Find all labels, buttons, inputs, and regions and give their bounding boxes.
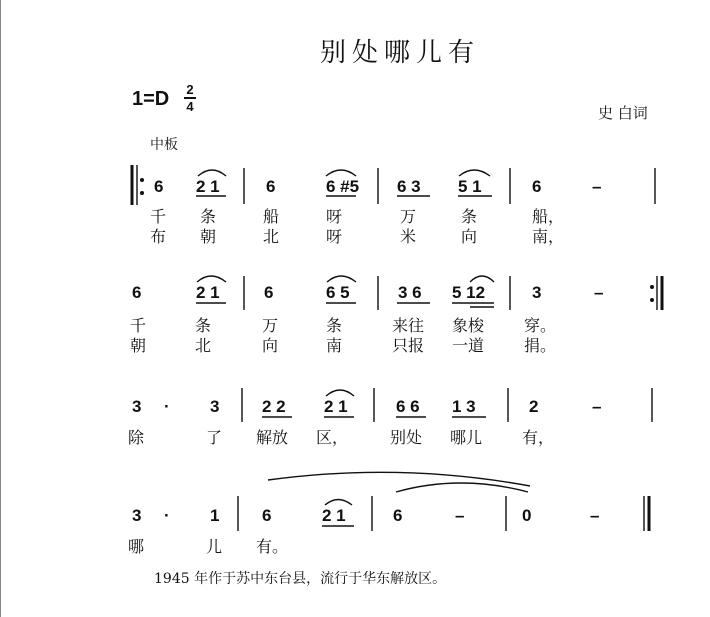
note: 5 1 xyxy=(458,177,482,196)
note: 6 xyxy=(154,177,164,196)
note: · xyxy=(164,506,170,525)
lyric: 条 xyxy=(195,316,212,335)
note: 6 #5 xyxy=(326,177,360,196)
lyric: 千 xyxy=(130,316,147,335)
note: 6 6 xyxy=(396,397,420,416)
note: – xyxy=(592,397,602,416)
lyric: 了 xyxy=(206,428,223,447)
note: 3 xyxy=(210,397,220,416)
note: · xyxy=(164,397,170,416)
lyric: 条 xyxy=(200,207,217,226)
lyric: 北 xyxy=(195,336,212,355)
lyric: 千 xyxy=(150,207,167,226)
lyric: 呀 xyxy=(326,227,343,246)
lyric: 有， xyxy=(522,428,555,447)
tempo-marking: 中板 xyxy=(150,137,178,153)
note: 6 3 xyxy=(397,177,421,196)
note: 2 1 xyxy=(322,506,346,525)
lyric: 船 xyxy=(263,207,280,226)
note: 3 xyxy=(532,283,542,302)
lyric: 米 xyxy=(400,227,417,246)
lyric: 别处 xyxy=(390,428,423,447)
lyric: 条 xyxy=(326,316,343,335)
lyric: 向 xyxy=(262,336,279,355)
lyric: 儿 xyxy=(206,537,223,556)
lyric: 解放 xyxy=(256,428,289,447)
note: 6 5 xyxy=(326,283,350,302)
note: 2 xyxy=(529,397,539,416)
note: 2 1 xyxy=(196,283,220,302)
lyric: 穿。 xyxy=(524,316,557,335)
lyric: 呀 xyxy=(326,207,343,226)
lyric: 有。 xyxy=(256,537,289,556)
note: – xyxy=(590,506,600,525)
note: 6 xyxy=(393,506,403,525)
song-title: 别处哪儿有 xyxy=(320,38,481,68)
lyric: 南 xyxy=(326,336,343,355)
note: 2 1 xyxy=(196,177,220,196)
note: 2 1 xyxy=(324,397,348,416)
note: 0 xyxy=(522,506,532,525)
note: 6 xyxy=(266,177,276,196)
lyric: 南， xyxy=(532,227,565,246)
lyric: 万 xyxy=(262,316,279,335)
note: 6 xyxy=(132,283,142,302)
note: 2 2 xyxy=(262,397,286,416)
note: 6 xyxy=(532,177,542,196)
note: 1 3 xyxy=(452,397,476,416)
lyric: 捐。 xyxy=(524,336,557,355)
lyric: 象梭 xyxy=(452,316,485,335)
lyric: 布 xyxy=(150,227,167,246)
footnote: 1945 年作于苏中东台县，流行于华东解放区。 xyxy=(154,571,447,587)
lyric: 哪 xyxy=(128,537,145,556)
lyric: 来往 xyxy=(392,316,425,335)
note: 3 xyxy=(132,397,142,416)
key-signature: 1=D xyxy=(132,88,170,110)
lyric: 区， xyxy=(316,428,349,447)
lyric: 船， xyxy=(532,207,565,226)
note: 1 xyxy=(210,506,220,525)
lyricist-credit: 史 白词 xyxy=(598,104,648,122)
note: – xyxy=(594,283,604,302)
note: 3 xyxy=(132,506,142,525)
lyric: 向 xyxy=(461,227,478,246)
lyric: 北 xyxy=(263,227,280,246)
note: – xyxy=(455,506,465,525)
time-top: 2 xyxy=(186,82,194,97)
note: 6 xyxy=(262,506,272,525)
lyric: 只报 xyxy=(392,336,425,355)
lyric: 朝 xyxy=(130,336,147,355)
lyric: 万 xyxy=(400,207,417,226)
time-bottom: 4 xyxy=(186,99,194,114)
note: 6 xyxy=(264,283,274,302)
note: – xyxy=(592,177,602,196)
note: 5 12 xyxy=(452,283,486,302)
lyric: 哪儿 xyxy=(450,428,483,447)
lyric: 除 xyxy=(128,428,145,447)
lyric: 一道 xyxy=(452,336,485,355)
lyric: 朝 xyxy=(200,227,217,246)
note: 3 6 xyxy=(398,283,422,302)
lyric: 条 xyxy=(461,207,478,226)
